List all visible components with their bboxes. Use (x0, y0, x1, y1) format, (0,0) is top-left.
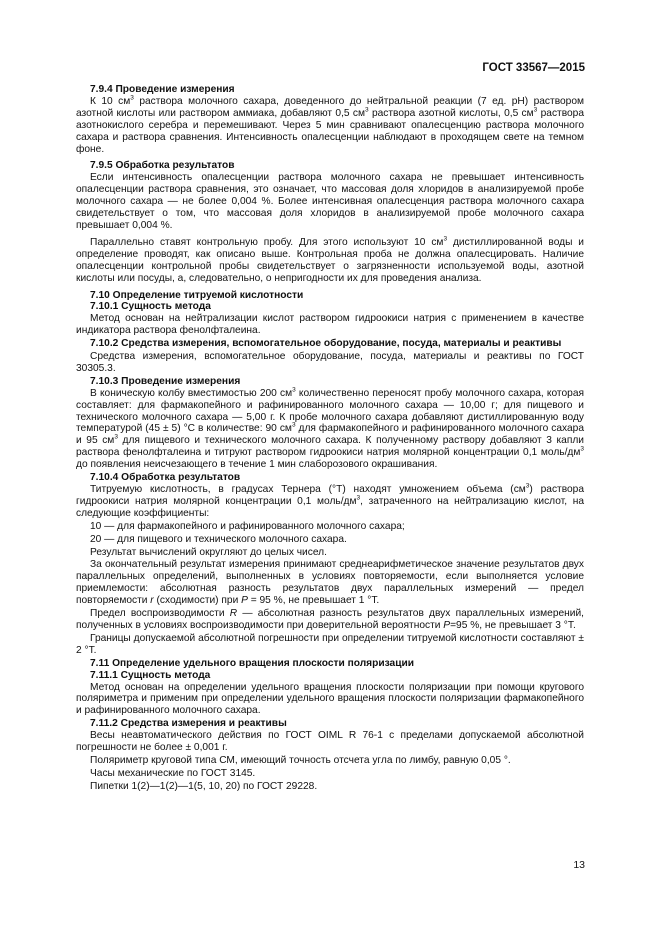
paragraph: Предел воспроизводимости R — абсолютная разность результатов двух параллельных измерений, полученных в условиях воспроизводимости при доверительной вероятности P=95 %, не превышает 3 °Т. (76, 608, 584, 631)
list-item: 10 — для фармакопейного и рафинированного молочного сахара; (90, 520, 405, 532)
section-heading: 7.10.2 Средства измерения, вспомогательное оборудование, посуда, материалы и реактивы (90, 338, 562, 350)
section-heading: 7.10.4 Обработка результатов (90, 472, 241, 484)
paragraph: Метод основан на нейтрализации кислот раствором гидроокиси натрия с применением в качестве индикатора раствора фенолфталеина. (76, 313, 584, 337)
section-heading: 7.10.1 Сущность метода (90, 301, 211, 313)
paragraph: Параллельно ставят контрольную пробу. Для этого используют 10 $см^3$ дистиллированной воды и определение проводят, как описано выше. Контрольная проба не должна опалесцировать. Наличие опалесценции контрольной пробы свидетельствует о загрязненности используемой воды, азотной кислоты или посуды, а, следовательно, о непригодности их для проведения анализа. (76, 235, 584, 284)
paragraph: Весы неавтоматического действия по ГОСТ OIML R 76-1 с пределами допускаемой абсолютной погрешности не более ± 0,001 г. (76, 730, 584, 754)
paragraph: Титруемую кислотность, в градусах Тернера (°Т) находят умножением объема $(см^3)$ раствора гидроокиси натрия молярной концентрации 0,1 моль/$дм^3$, затраченного на нейтрализацию кислот, на следующие коэффициенты: (76, 482, 585, 519)
page-number: 13 (573, 859, 585, 871)
paragraph: Поляриметр круговой типа СМ, имеющий точность отсчета угла по лимбу, равную 0,05 °. (90, 754, 511, 766)
list-item: 20 — для пищевого и технического молочного сахара. (90, 533, 347, 545)
paragraph: Границы допускаемой абсолютной погрешности при определении титруемой кислотности составляют ± 2 °Т. (76, 632, 584, 656)
paragraph: Часы механические по ГОСТ 3145. (90, 767, 256, 779)
document-header: ГОСТ 33567—2015 (482, 62, 585, 74)
section-heading: 7.11.2 Средства измерения и реактивы (90, 718, 287, 730)
section-heading: 7.9.5 Обработка результатов (90, 160, 235, 172)
page-body (76, 84, 584, 794)
paragraph: Если интенсивность опалесценции раствора молочного сахара не превышает интенсивность опалесценции раствора сравнения, это означает, что массовая доля хлоридов в анализируемой пробе молочного сахара — не более 0,004 %. Более интенсивная опалесценция раствора молочного сахара свидетельствует о том, что массовая доля хлоридов в анализируемой пробе молочного сахара превышает 0,004 %. (76, 172, 584, 231)
paragraph: В коническую колбу вместимостью 200 $см^3$ количественно переносят пробу молочного сахара, которая составляет: для фармакопейного и рафинированного молочного сахара — 10,00 г; для пищевого и технического молочного сахара — 5,00 г. К пробе молочного сахара добавляют дистиллированную воду температурой (45 ± 5) °С в количестве: 90 $см^3$ для фармакопейного и рафинированного молочного сахара и 95 $см^3$ для пищевого и технического молочного сахара. К полученному раствору добавляют 3 капли раствора фенолфталеина и титруют раствором гидроокиси натрия молярной концентрации 0,1 моль/$дм^3$ до появления неисчезающего в течение 1 мин слаборозового окрашивания. (76, 386, 584, 471)
section-heading: 7.11 Определение удельного вращения плоскости поляризации (90, 657, 414, 669)
paragraph: За окончательный результат измерения принимают среднеарифметическое значение результатов двух параллельных определений, выполненных в условиях повторяемости, если выполняется условие приемлемости: абсолютная разность результатов двух параллельных измерений — предел повторяемости r (сходимости) при P = 95 %, не превышает 1 °Т. (76, 559, 584, 607)
paragraph: Средства измерения, вспомогательное оборудование, посуда, материалы и реактивы по ГОСТ 30305.3. (76, 351, 584, 374)
paragraph: Пипетки 1(2)—1(2)—1(5, 10, 20) по ГОСТ 29228. (90, 780, 318, 792)
section-heading: 7.11.1 Сущность метода (90, 669, 211, 681)
paragraph: Результат вычислений округляют до целых чисел. (90, 546, 327, 558)
section-heading: 7.10.3 Проведение измерения (90, 375, 241, 387)
section-heading: 7.9.4 Проведение измерения (90, 84, 235, 95)
paragraph: Метод основан на определении удельного вращения плоскости поляризации при помощи кругового поляриметра и применим при определении удельного вращения плоскости поляризации фармакопейного и рафинированного молочного сахара. (76, 681, 584, 717)
section-heading: 7.10 Определение титруемой кислотности (90, 289, 304, 301)
paragraph: К 10 $см^3$ раствора молочного сахара, доведенного до нейтральной реакции (7 ед. pH) раствором азотной кислоты или раствором аммиака, добавляют 0,5 $см^3$ раствора азотной кислоты, 0,5 $см^3$ раствора азотнокислого серебра и перемешивают. Через 5 мин сравнивают опалесценцию раствора молочного сахара и раствора сравнения. Интенсивность опалесценции наблюдают в проходящем свете на темном фоне. (76, 94, 585, 155)
